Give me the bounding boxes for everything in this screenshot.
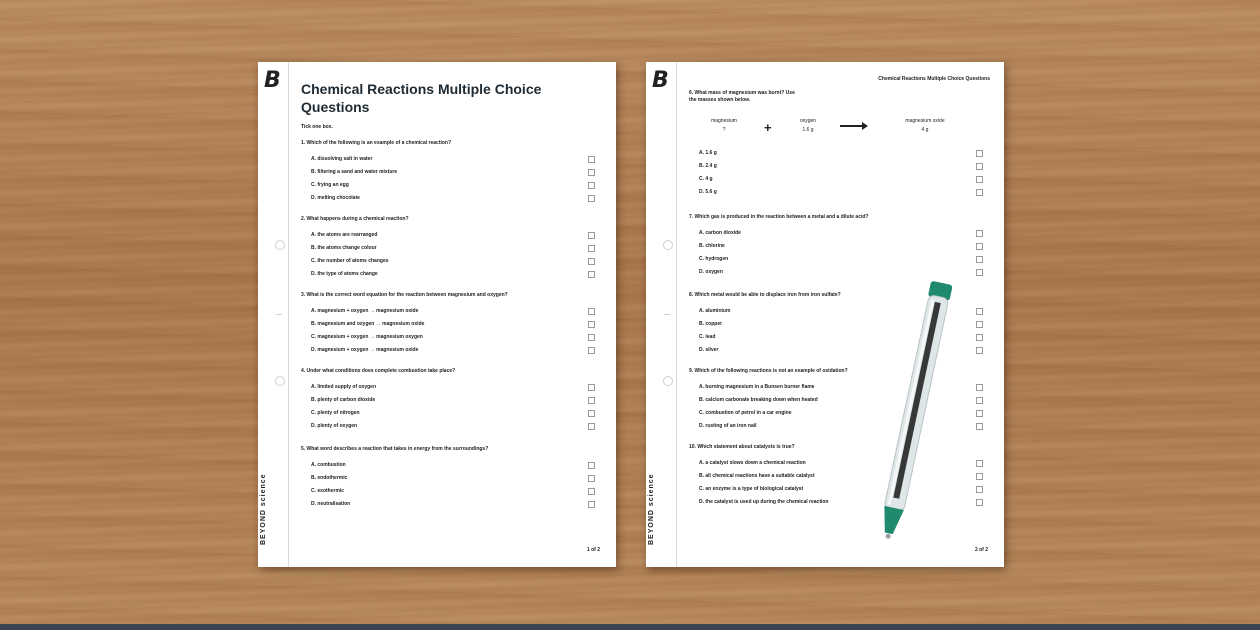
- answer-option[interactable]: A. combustion: [301, 459, 601, 472]
- answer-option[interactable]: D. 5.6 g: [689, 186, 989, 199]
- answer-option[interactable]: B. 2.4 g: [689, 160, 989, 173]
- answer-option[interactable]: A. carbon dioxide: [689, 227, 989, 240]
- word-equation: [704, 117, 984, 141]
- question-stem: 2. What happens during a chemical reaction?: [301, 216, 409, 222]
- answer-option[interactable]: B. copper: [689, 318, 989, 331]
- checkbox[interactable]: [976, 256, 983, 263]
- question-stem: 7. Which gas is produced in the reaction between a metal and a dilute acid?: [689, 214, 869, 220]
- beyond-logo-icon: B: [264, 68, 281, 93]
- fold-mark: [276, 314, 282, 315]
- answer-option[interactable]: A. 1.6 g: [689, 147, 989, 160]
- checkbox[interactable]: [588, 321, 595, 328]
- arrow-right-icon: [840, 125, 866, 127]
- beyond-logo-icon: B: [652, 68, 669, 93]
- question: [301, 446, 601, 511]
- checkbox[interactable]: [588, 347, 595, 354]
- question: [301, 368, 601, 433]
- checkbox[interactable]: [976, 334, 983, 341]
- checkbox[interactable]: [976, 243, 983, 250]
- answer-option[interactable]: D. melting chocolate: [301, 192, 601, 205]
- answer-option[interactable]: C. exothermic: [301, 485, 601, 498]
- checkbox[interactable]: [588, 475, 595, 482]
- answer-option[interactable]: B. the atoms change colour: [301, 242, 601, 255]
- answer-option[interactable]: B. chlorine: [689, 240, 989, 253]
- question-stem: 4. Under what conditions does complete combustion take place?: [301, 368, 456, 374]
- checkbox[interactable]: [588, 156, 595, 163]
- question: [689, 368, 989, 433]
- question: [301, 140, 601, 205]
- answer-option[interactable]: C. 4 g: [689, 173, 989, 186]
- answer-option[interactable]: D. rusting of an iron nail: [689, 420, 989, 433]
- checkbox[interactable]: [976, 150, 983, 157]
- answer-option[interactable]: A. a catalyst slows down a chemical reaction: [689, 457, 989, 470]
- equation-term: magnesium oxide 4 g: [905, 118, 945, 133]
- page-number: 2 of 2: [974, 547, 988, 553]
- page-number: 1 of 2: [586, 547, 600, 553]
- equation-term: magnesium ?: [711, 118, 737, 133]
- checkbox[interactable]: [588, 501, 595, 508]
- answer-option[interactable]: C. frying an egg: [301, 179, 601, 192]
- checkbox[interactable]: [588, 169, 595, 176]
- answer-option[interactable]: C. plenty of nitrogen: [301, 407, 601, 420]
- checkbox[interactable]: [588, 384, 595, 391]
- answer-option[interactable]: B. plenty of carbon dioxide: [301, 394, 601, 407]
- question-stem: 10. Which statement about catalysts is true?: [689, 444, 795, 450]
- answer-list: [689, 147, 989, 199]
- answer-option[interactable]: C. lead: [689, 331, 989, 344]
- answer-option[interactable]: D. the type of atoms change: [301, 268, 601, 281]
- checkbox[interactable]: [976, 321, 983, 328]
- worksheet-page-2: B BEYOND science Chemical Reactions Multiple Choice Questions 6. What mass of magnesium was burnt? Use the masses shown below. magnesium ? + oxygen 1.6 g magnesium oxide 4 g A. 1.6 g B. 2.4 g C. 4 g D. 5.6 g 7. Which gas is produced in the reaction between a metal and a dilute acid? A. carbon dioxide B. chlorine C. hydrogen D. oxygen 8. Which metal would be able to displace iron from iron sulfate? A. aluminium B. copper C. lead D. silver 9. Which of the following reactions is not an example of oxidation? A. burning magnesium in a Bunsen burner flame B. calcium carbonate breaking down when heated C. combustion of petrol in a car engine D. rusting of an iron nail 10. Which statement about catalysts is true? A. a catalyst slows down a chemical reaction B. all chemical reactions have a suitable catalyst C. an enzyme is a type of biological catalyst D. the catalyst is used up during the chemical reaction 2 of 2: [646, 62, 1004, 567]
- checkbox[interactable]: [976, 423, 983, 430]
- checkbox[interactable]: [588, 462, 595, 469]
- checkbox[interactable]: [588, 258, 595, 265]
- answer-option[interactable]: C. magnesium + oxygen → magnesium oxygen: [301, 331, 601, 344]
- checkbox[interactable]: [588, 195, 595, 202]
- question: [689, 292, 989, 357]
- answer-option[interactable]: B. endothermic: [301, 472, 601, 485]
- question: [689, 444, 989, 509]
- checkbox[interactable]: [588, 410, 595, 417]
- answer-option[interactable]: A. aluminium: [689, 305, 989, 318]
- checkbox[interactable]: [976, 176, 983, 183]
- checkbox[interactable]: [588, 245, 595, 252]
- punch-hole-icon: [663, 376, 673, 386]
- question: [689, 214, 989, 279]
- answer-option[interactable]: B. magnesium and oxygen → magnesium oxide: [301, 318, 601, 331]
- answer-option[interactable]: C. hydrogen: [689, 253, 989, 266]
- worksheet-page-1: B BEYOND science Chemical Reactions Multiple Choice Questions Tick one box. 1. Which of the following is an example of a chemical reaction? A. dissolving salt in water B. filtering a sand and water mixture C. frying an egg D. melting chocolate 2. What happens during a chemical reaction? A. the atoms are rearranged B. the atoms change colour C. the number of atoms changes D. the type of atoms change 3. What is the correct word equation for the reaction between magnesium and oxygen? A. magnesium + oxygen → magnesium oxide B. magnesium and oxygen → magnesium oxide C. magnesium + oxygen → magnesium oxygen D. magnesium + oxygen → magnesium oxide 4. Under what conditions does complete combustion take place? A. limited supply of oxygen B. plenty of carbon dioxide C. plenty of nitrogen D. plenty of oxygen 5. What word describes a reaction that takes in energy from the surroundings? A. combustion B. endothermic C. exothermic D. neutralisation 1 of 2: [258, 62, 616, 567]
- checkbox[interactable]: [976, 473, 983, 480]
- checkbox[interactable]: [976, 230, 983, 237]
- checkbox[interactable]: [588, 488, 595, 495]
- answer-option[interactable]: A. dissolving salt in water: [301, 153, 601, 166]
- checkbox[interactable]: [976, 460, 983, 467]
- running-header: Chemical Reactions Multiple Choice Questions: [878, 76, 990, 82]
- checkbox[interactable]: [588, 423, 595, 430]
- question: [689, 90, 989, 110]
- answer-option[interactable]: A. the atoms are rearranged: [301, 229, 601, 242]
- checkbox[interactable]: [588, 308, 595, 315]
- checkbox[interactable]: [588, 397, 595, 404]
- answer-option[interactable]: D. plenty of oxygen: [301, 420, 601, 433]
- checkbox[interactable]: [588, 271, 595, 278]
- punch-hole-icon: [275, 240, 285, 250]
- instruction: Tick one box.: [301, 124, 333, 130]
- question-stem: 9. Which of the following reactions is not an example of oxidation?: [689, 368, 848, 374]
- checkbox[interactable]: [976, 397, 983, 404]
- page-title: Chemical Reactions Multiple Choice Questions: [301, 81, 542, 115]
- answer-option[interactable]: C. the number of atoms changes: [301, 255, 601, 268]
- checkbox[interactable]: [976, 163, 983, 170]
- checkbox[interactable]: [976, 410, 983, 417]
- checkbox[interactable]: [976, 308, 983, 315]
- answer-option[interactable]: D. magnesium + oxygen → magnesium oxide: [301, 344, 601, 357]
- plus-sign-icon: +: [764, 120, 772, 135]
- punch-hole-icon: [663, 240, 673, 250]
- answer-option[interactable]: B. all chemical reactions have a suitable catalyst: [689, 470, 989, 483]
- checkbox[interactable]: [976, 347, 983, 354]
- answer-option[interactable]: D. the catalyst is used up during the chemical reaction: [689, 496, 989, 509]
- answer-option[interactable]: C. combustion of petrol in a car engine: [689, 407, 989, 420]
- question: [301, 292, 601, 357]
- punch-hole-icon: [275, 376, 285, 386]
- question-stem: 6. What mass of magnesium was burnt? Use the masses shown below.: [689, 90, 795, 103]
- answer-option[interactable]: A. limited supply of oxygen: [301, 381, 601, 394]
- checkbox[interactable]: [976, 486, 983, 493]
- answer-option[interactable]: D. oxygen: [689, 266, 989, 279]
- question-stem: 3. What is the correct word equation for the reaction between magnesium and oxygen?: [301, 292, 508, 298]
- checkbox[interactable]: [588, 232, 595, 239]
- answer-option[interactable]: B. filtering a sand and water mixture: [301, 166, 601, 179]
- question-stem: 1. Which of the following is an example of a chemical reaction?: [301, 140, 452, 146]
- checkbox[interactable]: [588, 334, 595, 341]
- equation-term: oxygen 1.6 g: [799, 118, 817, 133]
- fold-mark: [664, 314, 670, 315]
- checkbox[interactable]: [976, 189, 983, 196]
- answer-option[interactable]: D. silver: [689, 344, 989, 357]
- answer-option[interactable]: A. magnesium + oxygen → magnesium oxide: [301, 305, 601, 318]
- bottom-border: [0, 624, 1260, 630]
- checkbox[interactable]: [976, 499, 983, 506]
- question-stem: 8. Which metal would be able to displace iron from iron sulfate?: [689, 292, 841, 298]
- checkbox[interactable]: [976, 269, 983, 276]
- answer-option[interactable]: B. calcium carbonate breaking down when heated: [689, 394, 989, 407]
- answer-option[interactable]: D. neutralisation: [301, 498, 601, 511]
- answer-option[interactable]: C. an enzyme is a type of biological catalyst: [689, 483, 989, 496]
- checkbox[interactable]: [976, 384, 983, 391]
- checkbox[interactable]: [588, 182, 595, 189]
- answer-option[interactable]: A. burning magnesium in a Bunsen burner flame: [689, 381, 989, 394]
- question: [301, 216, 601, 281]
- question-stem: 5. What word describes a reaction that takes in energy from the surroundings?: [301, 446, 489, 452]
